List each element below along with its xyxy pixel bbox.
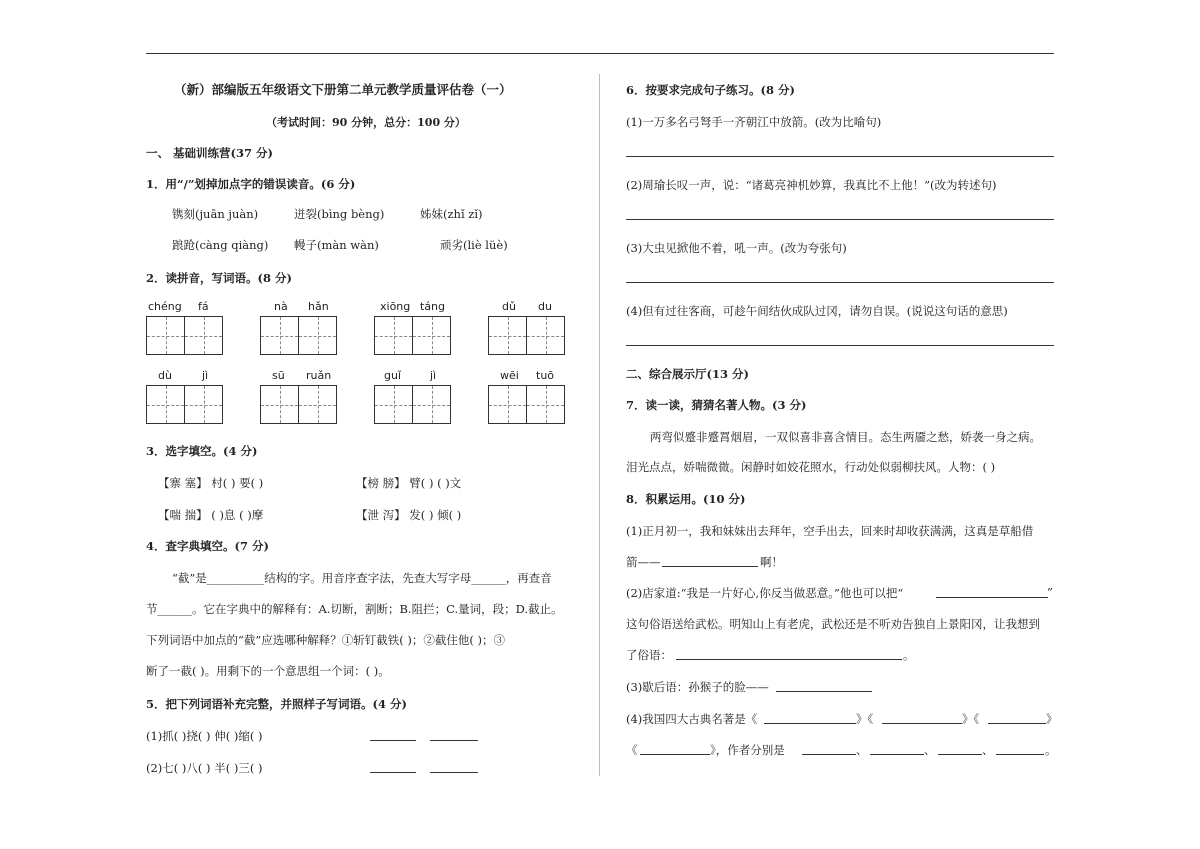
pinyin: tuō bbox=[536, 369, 555, 382]
q8-text: 、 bbox=[856, 743, 868, 757]
writing-box-pair[interactable] bbox=[488, 316, 564, 355]
q3-line: 【泄 泻】 发( ) 倾( ) bbox=[356, 508, 462, 522]
answer-line[interactable] bbox=[938, 754, 982, 755]
q5-line: (1)抓( )挠( ) 伸( )缩( ) bbox=[146, 729, 263, 743]
answer-line[interactable] bbox=[676, 659, 902, 660]
q8-title: 8．积累运用。(10 分) bbox=[626, 492, 746, 506]
book-bracket: 》 bbox=[1046, 712, 1058, 726]
pinyin: xiōng bbox=[380, 300, 411, 313]
pinyin: nà bbox=[274, 300, 288, 313]
q8-text: ” bbox=[1047, 585, 1053, 599]
writing-box-pair[interactable] bbox=[374, 316, 450, 355]
q7-paragraph: 泪光点点，娇喘微微。闲静时如姣花照水，行动处似弱柳扶风。人物：( ) bbox=[626, 460, 996, 474]
answer-line[interactable] bbox=[662, 566, 758, 567]
pinyin: chéng bbox=[148, 300, 182, 313]
pinyin: táng bbox=[420, 300, 446, 313]
q6-item: (4)但有过往客商，可趁午间结伙成队过冈，请勿自误。(说说这句话的意思) bbox=[626, 304, 1008, 318]
q8-text: 。 bbox=[1045, 743, 1057, 757]
pinyin: wēi bbox=[500, 369, 519, 382]
q3-line: 【喘 揣】 ( )息 ( )摩 bbox=[158, 508, 264, 522]
q8-text: (2)店家道:“我是一片好心,你反当做恶意。”他也可以把“ bbox=[626, 586, 904, 600]
writing-box-pair[interactable] bbox=[146, 385, 222, 424]
answer-line[interactable] bbox=[988, 723, 1046, 724]
q6-title: 6．按要求完成句子练习。(8 分) bbox=[626, 83, 795, 97]
answer-line[interactable] bbox=[430, 772, 478, 773]
q5-line: (2)七( )八( ) 半( )三( ) bbox=[146, 761, 263, 775]
top-rule bbox=[146, 53, 1054, 54]
q8-text: 了俗语： bbox=[626, 648, 672, 662]
q8-text: 箭—— bbox=[626, 555, 661, 569]
q1-title: 1．用“/”划掉加点字的错误读音。(6 分) bbox=[146, 177, 356, 191]
q3-line: 【寨 塞】 村( ) 要( ) bbox=[158, 476, 264, 490]
q6-item: (3)大虫见掀他不着，吼一声。(改为夸张句) bbox=[626, 241, 847, 255]
pinyin: jì bbox=[430, 369, 437, 382]
answer-line[interactable] bbox=[626, 345, 1054, 346]
q6-item: (2)周瑜长叹一声，说：“诸葛亮神机妙算，我真比不上他！”(改为转述句) bbox=[626, 178, 997, 192]
pinyin: dù bbox=[158, 369, 172, 382]
q1-item: 顽劣(liè lüè) bbox=[440, 238, 508, 252]
answer-line[interactable] bbox=[626, 219, 1054, 220]
answer-line[interactable] bbox=[640, 754, 710, 755]
section-1-heading: 一、 基础训练营(37 分) bbox=[146, 146, 273, 160]
writing-box-pair[interactable] bbox=[260, 385, 336, 424]
q1-item: 幔子(màn wàn) bbox=[294, 238, 379, 252]
q2-title: 2．读拼音，写词语。(8 分) bbox=[146, 271, 292, 285]
pinyin: jì bbox=[202, 369, 209, 382]
answer-line[interactable] bbox=[430, 740, 478, 741]
column-divider bbox=[599, 74, 600, 776]
answer-line[interactable] bbox=[802, 754, 856, 755]
q8-text: (1)正月初一，我和妹妹出去拜年，空手出去，回来时却收获满满，这真是草船借 bbox=[626, 524, 1034, 538]
q8-text: 。 bbox=[903, 648, 915, 662]
answer-line[interactable] bbox=[626, 282, 1054, 283]
writing-box-pair[interactable] bbox=[374, 385, 450, 424]
q8-text: 、 bbox=[982, 743, 994, 757]
book-bracket: 》《 bbox=[856, 712, 874, 726]
q4-paragraph: 节______。它在字典中的解释有：A.切断，割断；B.阻拦；C.量词，段；D.截止。 bbox=[146, 602, 563, 616]
pinyin: dǔ bbox=[502, 300, 516, 313]
page-title: （新）部编版五年级语文下册第二单元教学质量评估卷（一） bbox=[174, 82, 512, 97]
q3-title: 3．选字填空。(4 分) bbox=[146, 444, 258, 458]
q1-item: 镌刻(juān juàn) bbox=[172, 207, 259, 221]
q6-item: (1)一万多名弓弩手一齐朝江中放箭。(改为比喻句) bbox=[626, 115, 882, 129]
answer-line[interactable] bbox=[764, 723, 856, 724]
q4-paragraph: 下列词语中加点的“截”应选哪种解释？①斩钉截铁( )；②截住他( )；③ bbox=[146, 633, 506, 647]
pinyin: ruǎn bbox=[306, 369, 332, 382]
q7-paragraph: 两弯似蹙非蹙罥烟眉，一双似喜非喜含情目。态生两靥之愁，娇袭一身之病。 bbox=[650, 430, 1041, 444]
answer-line[interactable] bbox=[936, 597, 1048, 598]
answer-line[interactable] bbox=[776, 691, 872, 692]
q8-text: 这句俗语送给武松。明知山上有老虎，武松还是不听劝告独自上景阳冈，让我想到 bbox=[626, 617, 1040, 631]
book-bracket: 》《 bbox=[962, 712, 980, 726]
answer-line[interactable] bbox=[370, 740, 416, 741]
exam-info: （考试时间：90 分钟，总分：100 分） bbox=[266, 116, 466, 129]
q8-text: 《 bbox=[626, 743, 638, 757]
q8-text: 》，作者分别是 bbox=[710, 743, 785, 757]
q5-title: 5．把下列词语补充完整，并照样子写词语。(4 分) bbox=[146, 697, 407, 711]
q7-title: 7．读一读，猜猜名著人物。(3 分) bbox=[626, 398, 807, 412]
q8-text: 、 bbox=[924, 743, 936, 757]
q4-paragraph: “截”是__________结构的字。用音序查字法，先查大写字母______，再查音 bbox=[172, 571, 552, 585]
q4-paragraph: 断了一截( )。用剩下的一个意思组一个词：( )。 bbox=[146, 664, 390, 678]
q8-text: 啊！ bbox=[760, 555, 783, 569]
answer-line[interactable] bbox=[626, 156, 1054, 157]
pinyin: fá bbox=[198, 300, 209, 313]
writing-box-pair[interactable] bbox=[146, 316, 222, 355]
answer-line[interactable] bbox=[370, 772, 416, 773]
q8-text: (4)我国四大古典名著是《 bbox=[626, 712, 758, 726]
answer-line[interactable] bbox=[996, 754, 1044, 755]
q1-item: 姊妹(zhǐ zǐ) bbox=[420, 207, 483, 221]
pinyin: sū bbox=[272, 369, 285, 382]
pinyin: du bbox=[538, 300, 552, 313]
answer-line[interactable] bbox=[882, 723, 962, 724]
writing-box-pair[interactable] bbox=[260, 316, 336, 355]
q8-text: (3)歇后语：孙猴子的脸—— bbox=[626, 680, 769, 694]
answer-line[interactable] bbox=[870, 754, 924, 755]
q1-item: 迸裂(bìng bèng) bbox=[294, 207, 385, 221]
pinyin: guǐ bbox=[384, 369, 402, 382]
section-2-heading: 二、综合展示厅(13 分) bbox=[626, 367, 749, 381]
q1-item: 踉跄(càng qiàng) bbox=[172, 238, 269, 252]
q3-line: 【榜 膀】 臂( ) ( )文 bbox=[356, 476, 462, 490]
q4-title: 4．查字典填空。(7 分) bbox=[146, 539, 269, 553]
writing-box-pair[interactable] bbox=[488, 385, 564, 424]
pinyin: hǎn bbox=[308, 300, 329, 313]
